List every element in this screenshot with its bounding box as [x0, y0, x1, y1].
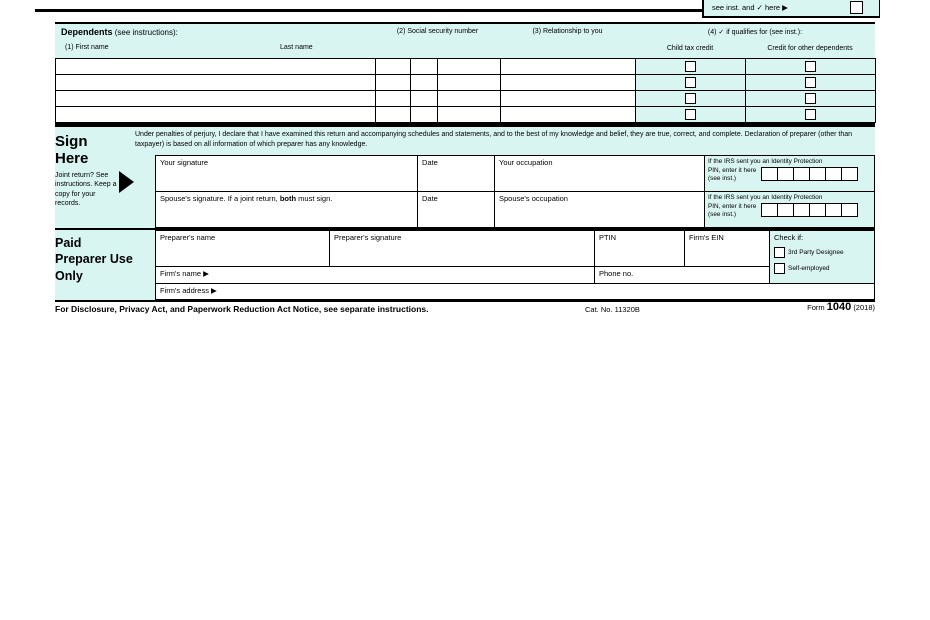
spouse-occupation-label: Spouse's occupation [499, 194, 568, 203]
spouse-ip-pin-field [704, 191, 875, 228]
dependent-ssn-box[interactable] [438, 59, 501, 75]
dependents-title-note: (see instructions): [112, 28, 178, 37]
child-tax-credit-checkbox[interactable] [685, 93, 696, 104]
ip-pin-boxes[interactable] [762, 203, 858, 219]
dependents-section [55, 22, 875, 125]
qualifies-column-header: (4) ✓ if qualifies for (see inst.): [707, 29, 803, 36]
spouse-date-label: Date [422, 194, 438, 203]
ip-pin-box[interactable] [777, 203, 794, 217]
firm-name-field[interactable] [155, 266, 595, 284]
catalog-number: Cat. No. 11320B [585, 305, 640, 314]
preparer-signature-label: Preparer's signature [334, 233, 402, 242]
your-occupation-label: Your occupation [499, 158, 553, 167]
ip-pin-box[interactable] [825, 167, 842, 181]
phone-field[interactable] [594, 266, 770, 284]
ip-pin-box[interactable] [809, 167, 826, 181]
other-dependents-checkbox[interactable] [805, 77, 816, 88]
ip-pin-box[interactable] [793, 167, 810, 181]
other-dependents-checkbox[interactable] [805, 61, 816, 72]
ip-pin-box[interactable] [761, 167, 778, 181]
ip-pin-field [704, 155, 875, 192]
phone-label: Phone no. [599, 269, 634, 278]
ip-pin-box[interactable] [777, 167, 794, 181]
dependents-title-word: Dependents [61, 27, 113, 37]
preparer-name-label: Preparer's name [160, 233, 216, 242]
dependent-ocd-cell [746, 91, 876, 107]
dependent-ctc-cell [636, 91, 746, 107]
child-tax-credit-checkbox[interactable] [685, 109, 696, 120]
dependent-ocd-cell [746, 75, 876, 91]
dependent-ssn-box[interactable] [376, 91, 411, 107]
ip-pin-box[interactable] [793, 203, 810, 217]
third-party-designee-checkbox[interactable] [774, 247, 785, 258]
child-tax-credit-checkbox[interactable] [685, 77, 696, 88]
spouse-date-field[interactable] [417, 191, 495, 228]
more-dependents-check-label: see inst. and ✓ here ▶ [712, 3, 788, 12]
spouse-sig-text2: must sign. [296, 194, 333, 203]
form-id [745, 301, 875, 313]
first-name-column-header: (1) First name [65, 44, 109, 51]
form-number: 1040 [826, 301, 852, 313]
more-dependents-check-area [702, 0, 880, 18]
your-occupation-field[interactable] [494, 155, 705, 192]
ip-pin-box[interactable] [761, 203, 778, 217]
child-tax-credit-checkbox[interactable] [685, 61, 696, 72]
self-employed-label: Self-employed [788, 265, 830, 272]
dependent-ssn-box[interactable] [411, 75, 438, 91]
spouse-sig-bold: both [279, 194, 297, 203]
ptin-label: PTIN [599, 233, 617, 242]
dependent-name-cell[interactable] [56, 59, 376, 75]
paid-preparer-section [55, 228, 875, 302]
ip-pin-text-line2: PIN, enter it here (see inst.) [708, 203, 757, 218]
dependent-name-cell[interactable] [56, 107, 376, 123]
date-label: Date [422, 158, 438, 167]
dependent-ctc-cell [636, 107, 746, 123]
last-name-column-header: Last name [280, 44, 313, 51]
firm-ein-label: Firm's EIN [689, 233, 724, 242]
dependent-ssn-box[interactable] [438, 91, 501, 107]
dependent-ssn-box[interactable] [411, 91, 438, 107]
date-field[interactable] [417, 155, 495, 192]
third-party-designee-label: 3rd Party Designee [788, 249, 844, 256]
form-year: (2018) [853, 303, 875, 312]
signature-table [155, 155, 875, 228]
paid-preparer-title: Paid Preparer Use Only [55, 236, 133, 283]
sign-here-title: Sign Here [55, 133, 89, 167]
dependents-title [61, 27, 178, 37]
ip-pin-box[interactable] [825, 203, 842, 217]
check-if-cell [769, 230, 875, 284]
relationship-column-header: (3) Relationship to you [532, 28, 603, 35]
ip-pin-boxes[interactable] [762, 167, 858, 183]
other-dependents-checkbox[interactable] [805, 109, 816, 120]
dependent-relationship-cell[interactable] [501, 59, 636, 75]
dependent-relationship-cell[interactable] [501, 91, 636, 107]
firm-name-label: Firm's name ▶ [160, 269, 209, 278]
dependent-ssn-box[interactable] [438, 75, 501, 91]
dependent-ocd-cell [746, 59, 876, 75]
dependent-ssn-box[interactable] [411, 59, 438, 75]
self-employed-checkbox[interactable] [774, 263, 785, 274]
dependent-ctc-cell [636, 59, 746, 75]
spouse-signature-label [160, 194, 332, 203]
ssn-column-header: (2) Social security number [396, 28, 479, 35]
ip-pin-box[interactable] [841, 167, 858, 181]
dependent-ssn-box[interactable] [411, 107, 438, 123]
ptin-field[interactable] [594, 230, 685, 267]
dependent-ocd-cell [746, 107, 876, 123]
dependent-name-cell[interactable] [56, 75, 376, 91]
preparer-signature-field[interactable] [329, 230, 595, 267]
your-signature-field[interactable] [155, 155, 418, 192]
dependent-relationship-cell[interactable] [501, 75, 636, 91]
dependent-ssn-box[interactable] [438, 107, 501, 123]
joint-return-note: Joint return? See instructions. Keep a copy for your records. [55, 172, 117, 208]
form-word: Form [807, 303, 825, 312]
ip-pin-box[interactable] [841, 203, 858, 217]
dependent-ssn-box[interactable] [376, 107, 411, 123]
preparer-name-field[interactable] [155, 230, 330, 267]
dependents-grid [55, 58, 876, 123]
ip-pin-box[interactable] [809, 203, 826, 217]
ip-pin-text-line2: PIN, enter it here (see inst.) [708, 167, 757, 182]
more-dependents-checkbox[interactable] [850, 1, 863, 14]
ip-pin-text-line1: If the IRS sent you an Identity Protection [708, 194, 823, 201]
top-divider [35, 9, 702, 12]
dependent-ssn-box[interactable] [376, 59, 411, 75]
check-if-label: Check if: [774, 233, 804, 242]
perjury-statement: Under penalties of perjury, I declare that I have examined this return and accompanying schedules and statements, and to the best of my knowledge and belief, they are true, correct, and complete. Declaration of preparer (other than taxpayer) is based on all information of which preparer has any knowledge. [135, 131, 853, 149]
firm-ein-field[interactable] [684, 230, 770, 267]
your-signature-label: Your signature [160, 158, 209, 167]
dependent-relationship-cell[interactable] [501, 107, 636, 123]
dependent-ssn-box[interactable] [376, 75, 411, 91]
other-dependents-column-header: Credit for other dependents [767, 45, 853, 52]
firm-address-label: Firm's address ▶ [160, 286, 217, 295]
sign-here-section [55, 125, 875, 228]
dependent-ctc-cell [636, 75, 746, 91]
dependent-name-cell[interactable] [56, 91, 376, 107]
preparer-table [155, 230, 875, 300]
spouse-occupation-field[interactable] [494, 191, 705, 228]
spouse-signature-field[interactable] [155, 191, 418, 228]
ip-pin-text-line1: If the IRS sent you an Identity Protection [708, 158, 823, 165]
firm-address-field[interactable] [155, 283, 875, 300]
other-dependents-checkbox[interactable] [805, 93, 816, 104]
sign-here-arrow-icon [119, 171, 134, 193]
child-tax-credit-column-header: Child tax credit [666, 45, 714, 52]
spouse-sig-text: Spouse's signature. If a joint return, [160, 194, 280, 203]
footer-notice: For Disclosure, Privacy Act, and Paperwork Reduction Act Notice, see separate instructions. [55, 304, 429, 314]
